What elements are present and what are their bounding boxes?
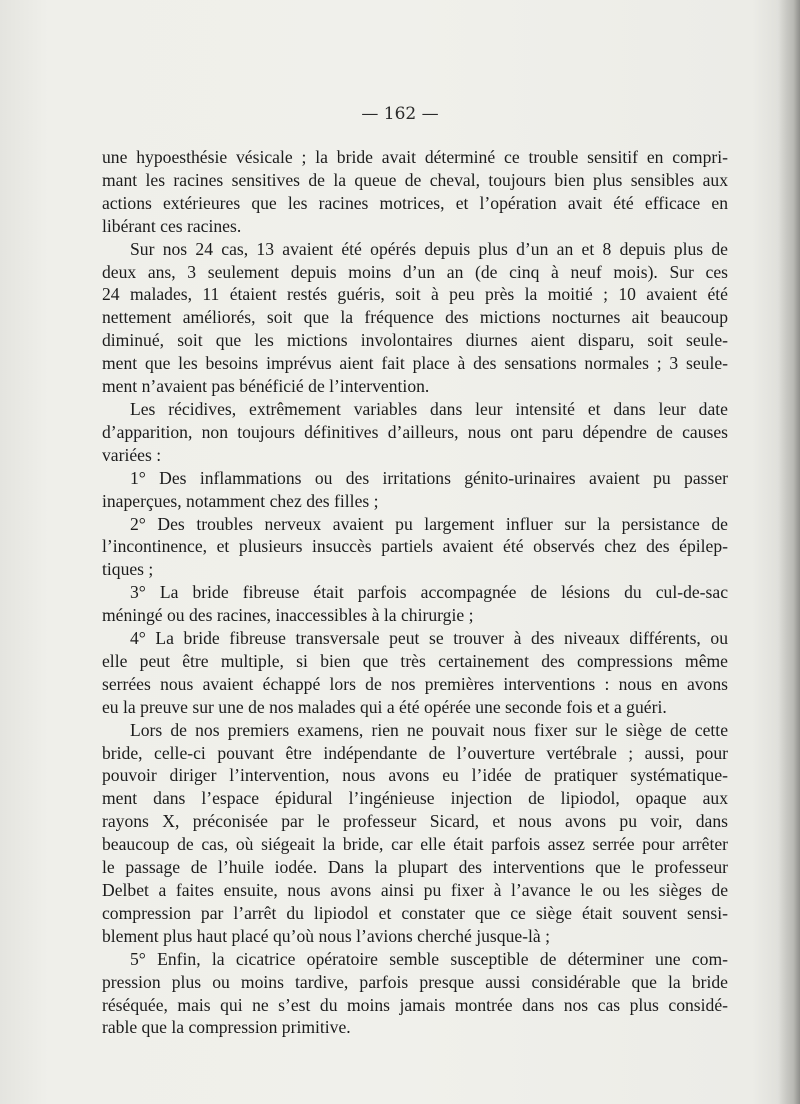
text-line: variées : (102, 444, 162, 465)
text-line: beaucoup de cas, où siégeait la bride, car elle était parfois assez serrée pour arrêter (102, 834, 728, 855)
text-line: rayons X, préconisée par le professeur Sicard, et nous avons pu voir, dans (102, 811, 728, 832)
text-line: rable que la compression primitive. (102, 1017, 351, 1038)
text-line: eu la preuve sur une de nos malades qui a été opérée une seconde fois et a guéri. (102, 696, 667, 717)
text-line: bride, celle-ci pouvant être indépendante de l’ouverture vertébrale ; aussi, pour (102, 742, 728, 763)
text-line: mant les racines sensitives de la queue de cheval, toujours bien plus sensibles aux (102, 169, 728, 190)
text-line: une hypoesthésie vésicale ; la bride avait déterminé ce trouble sensitif en compri- (102, 147, 728, 167)
text-line: 4° La bride fibreuse transversale peut se trouver à des niveaux différents, ou (130, 628, 728, 649)
text-line: d’apparition, non toujours définitives d’ailleurs, nous ont paru dépendre de causes (102, 421, 728, 442)
text-line: compression par l’arrêt du lipiodol et constater que ce siège était souvent sensi- (102, 902, 728, 923)
text-line: ment dans l’espace épidural l’ingénieuse injection de lipiodol, opaque aux (102, 788, 728, 809)
text-line: 5° Enfin, la cicatrice opératoire semble susceptible de déterminer une com- (130, 948, 728, 969)
text-line: pouvoir diriger l’intervention, nous avons eu l’idée de pratiquer systématique- (102, 765, 728, 786)
text-line: actions extérieures que les racines motrices, et l’opération avait été efficace en (102, 192, 728, 213)
text-line: Lors de nos premiers examens, rien ne pouvait nous fixer sur le siège de cette (130, 719, 728, 740)
text-line: elle peut être multiple, si bien que très certainement des compressions même (102, 650, 728, 671)
text-line: ment que les besoins imprévus aient fait place à des sensations normales ; 3 seule- (102, 353, 728, 374)
text-line: diminué, soit que les mictions involontaires diurnes aient disparu, soit seule- (102, 330, 728, 351)
text-line: l’incontinence, et plusieurs insuccès partiels avaient été observés chez des épilep- (102, 536, 728, 557)
text-line: Sur nos 24 cas, 13 avaient été opérés depuis plus d’un an et 8 depuis plus de (130, 238, 728, 259)
text-line: libérant ces racines. (102, 215, 242, 236)
text-line: 2° Des troubles nerveux avaient pu largement influer sur la persistance de (130, 513, 728, 534)
text-line: méningé ou des racines, inaccessibles à la chirurgie ; (102, 605, 474, 626)
text-line: 3° La bride fibreuse était parfois accompagnée de lésions du cul-de-sac (130, 582, 728, 603)
text-line: nettement améliorés, soit que la fréquence des mictions nocturnes ait beaucoup (102, 307, 728, 328)
text-line: le passage de l’huile iodée. Dans la plupart des interventions que le professeur (102, 857, 728, 878)
page-edge-shadow (778, 0, 800, 1104)
body-text (102, 146, 728, 1039)
text-line: ment n’avaient pas bénéficié de l’intervention. (102, 376, 430, 397)
text-line: 24 malades, 11 étaient restés guéris, soit à peu près la moitié ; 10 avaient été (102, 284, 728, 305)
text-line: 1° Des inflammations ou des irritations génito-urinaires avaient pu passer (130, 467, 728, 488)
text-line: inaperçues, notamment chez des filles ; (102, 490, 379, 511)
text-line: blement plus haut placé qu’où nous l’avions cherché jusque-là ; (102, 925, 551, 946)
text-line: tiques ; (102, 559, 154, 580)
text-line: Delbet a faites ensuite, nous avons ainsi pu fixer à l’avance le ou les sièges de (102, 880, 728, 900)
text-line: réséquée, mais qui ne s’est du moins jamais montrée dans nos cas plus considé- (102, 994, 728, 1015)
page-number: — 162 — (361, 104, 439, 124)
text-line: Les récidives, extrêmement variables dans leur intensité et dans leur date (130, 398, 728, 419)
text-line: deux ans, 3 seulement depuis moins d’un an (de cinq à neuf mois). Sur ces (102, 261, 728, 282)
text-line: pression plus ou moins tardive, parfois presque aussi considérable que la bride (102, 971, 728, 992)
text-line: serrées nous avaient échappé lors de nos premières interventions : nous en avons (102, 673, 728, 694)
